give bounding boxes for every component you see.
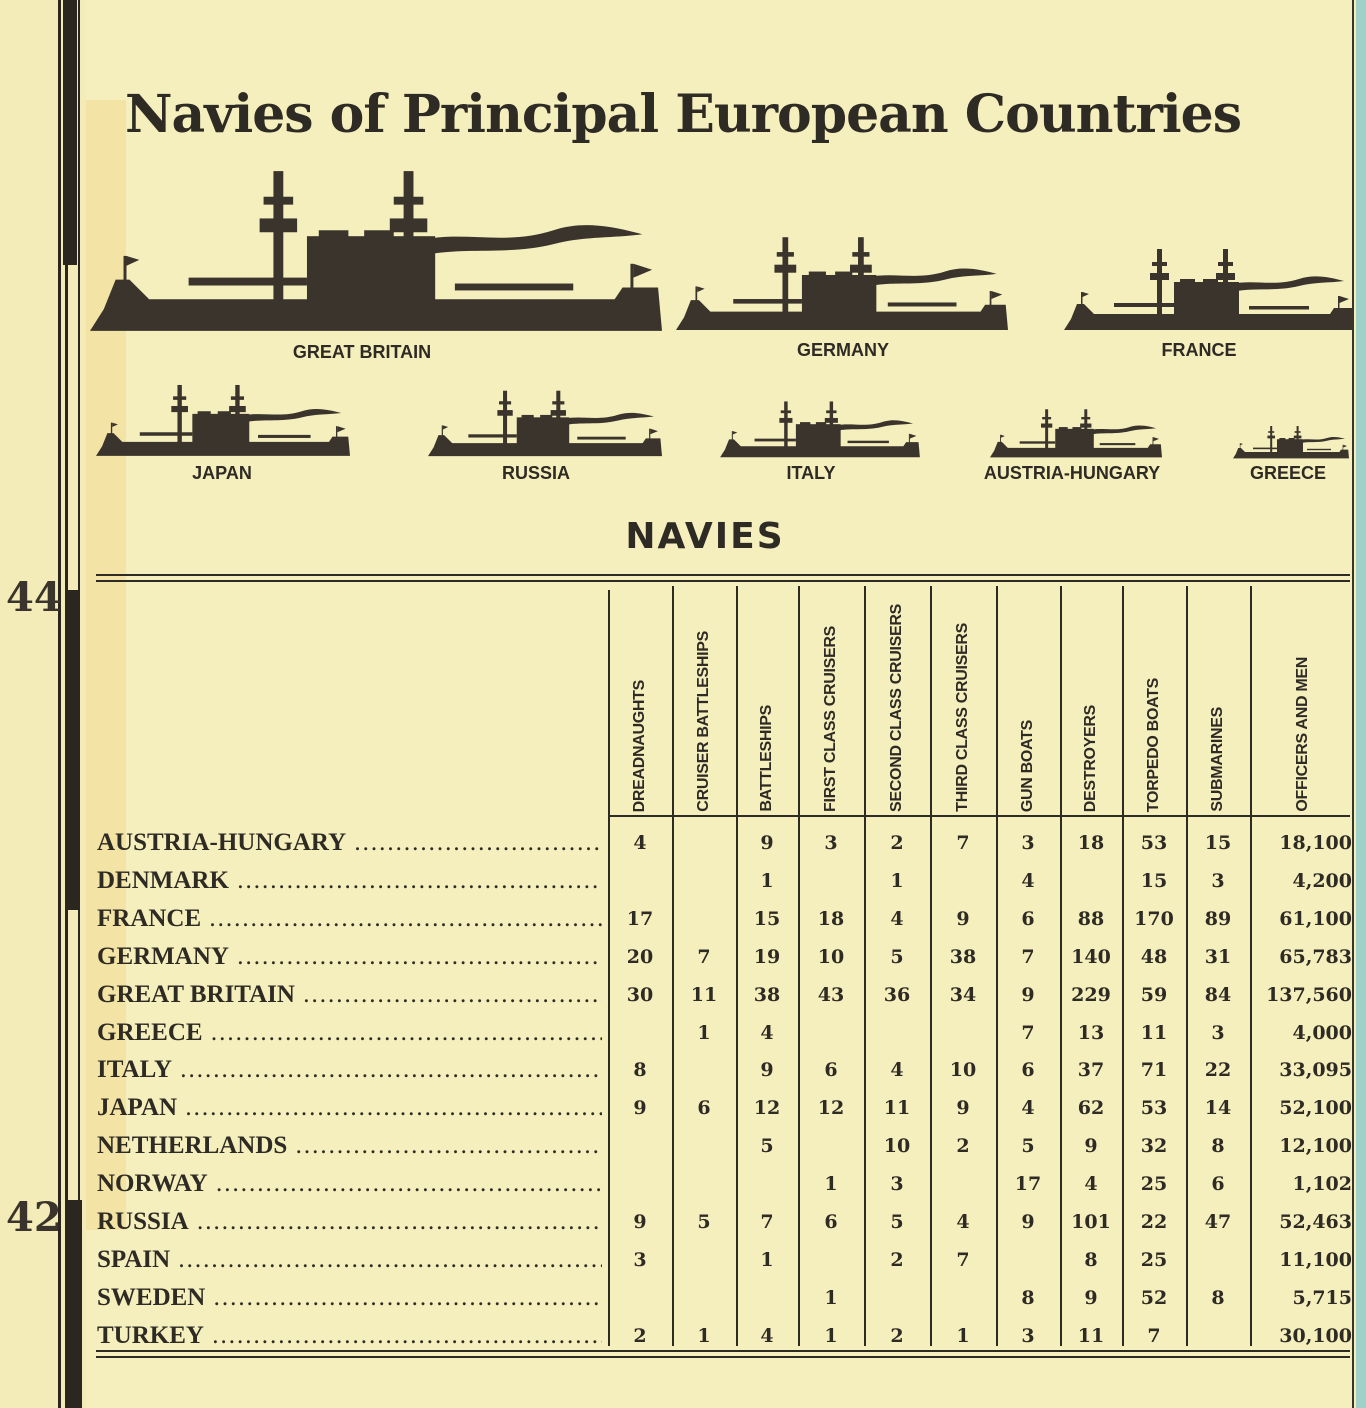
table-cell xyxy=(930,862,996,900)
label-russia: RUSSIA xyxy=(501,463,571,483)
table-cell xyxy=(930,1165,996,1203)
column-header-label: FIRST CLASS CRUISERS xyxy=(822,625,839,812)
table-cell: 48 xyxy=(1140,945,1168,968)
table-cell: 34 xyxy=(949,983,977,1006)
column-header-label: GUN BOATS xyxy=(1019,719,1036,812)
table-row xyxy=(0,938,1366,976)
table-row xyxy=(0,1241,1366,1279)
table-cell: 3 xyxy=(633,1248,647,1271)
column-header xyxy=(736,600,798,812)
table-cell: 52,100 xyxy=(1279,1097,1352,1120)
label-austria-hungary: AUSTRIA-HUNGARY xyxy=(983,463,1161,483)
table-cell: 4 xyxy=(890,907,904,930)
table-cell: 36 xyxy=(883,983,911,1006)
column-header xyxy=(864,600,930,812)
table-cell: 3 xyxy=(1211,1021,1225,1044)
table-cell: 3 xyxy=(890,1173,904,1196)
table-cell: 6 xyxy=(1021,907,1035,930)
table-cell xyxy=(996,1241,1060,1279)
table-cell: 31 xyxy=(1204,945,1232,968)
table-cell: 52,463 xyxy=(1279,1211,1352,1233)
table-cell xyxy=(736,1165,798,1203)
table-cell: 33,095 xyxy=(1279,1059,1352,1082)
column-header-label: THIRD CLASS CRUISERS xyxy=(954,623,971,812)
table-cell: 10 xyxy=(817,945,845,968)
label-germany: GERMANY xyxy=(796,340,890,360)
table-top-rule xyxy=(96,580,1350,582)
table-cell: 8 xyxy=(1021,1286,1035,1309)
table-top-rule xyxy=(96,574,1350,576)
table-cell: 12 xyxy=(817,1097,845,1120)
ship-germany xyxy=(676,237,1008,330)
table-cell: 18 xyxy=(817,907,845,930)
table-cell: 8 xyxy=(1211,1286,1225,1309)
country-name: JAPAN ..... xyxy=(97,1089,602,1127)
column-header-label: SECOND CLASS CRUISERS xyxy=(888,604,905,812)
table-cell xyxy=(672,1279,736,1317)
table-cell: 84 xyxy=(1204,983,1232,1006)
table-cell: 6 xyxy=(824,1059,838,1082)
table-cell: 17 xyxy=(1014,1173,1042,1196)
table-cell: 5 xyxy=(890,1211,904,1233)
table-cell: 9 xyxy=(633,1097,647,1120)
table-cell: 7 xyxy=(1021,1021,1035,1044)
table-cell: 3 xyxy=(824,832,838,854)
table-cell: 1 xyxy=(824,1324,838,1347)
table-cell: 4 xyxy=(956,1211,970,1233)
country-name: GREAT BRITAIN ..... xyxy=(97,976,602,1014)
table-cell: 7 xyxy=(956,1248,970,1271)
table-cell xyxy=(930,1279,996,1317)
table-row xyxy=(0,900,1366,938)
table-cell: 4 xyxy=(1021,1097,1035,1120)
table-cell: 4,000 xyxy=(1292,1021,1352,1044)
table-cell: 140 xyxy=(1071,945,1111,968)
table-cell: 12 xyxy=(753,1097,781,1120)
column-header-label: DESTROYERS xyxy=(1082,704,1099,812)
table-cell: 101 xyxy=(1071,1211,1111,1233)
country-name: FRANCE ..... xyxy=(97,900,602,938)
country-name: TURKEY ..... xyxy=(97,1317,602,1355)
column-header xyxy=(1060,600,1122,812)
table-cell xyxy=(608,862,672,900)
table-cell: 1 xyxy=(956,1324,970,1347)
table-cell: 15 xyxy=(1140,869,1168,892)
table-cell xyxy=(608,1127,672,1165)
table-cell: 4 xyxy=(890,1059,904,1082)
table-cell xyxy=(798,1127,864,1165)
column-header xyxy=(996,600,1060,812)
table-cell: 62 xyxy=(1077,1097,1105,1120)
table-cell: 3 xyxy=(1021,1324,1035,1347)
table-cell: 10 xyxy=(883,1135,911,1158)
column-header-label: TORPEDO BOATS xyxy=(1145,677,1162,812)
country-name: SWEDEN ..... xyxy=(97,1279,602,1317)
table-cell: 11 xyxy=(1140,1021,1168,1044)
table-cell xyxy=(672,824,736,862)
table-cell xyxy=(736,1279,798,1317)
column-header-label: DREADNAUGHTS xyxy=(631,679,648,812)
country-name: ITALY ..... xyxy=(97,1051,602,1089)
table-cell: 52 xyxy=(1140,1286,1168,1309)
ship-france xyxy=(1064,249,1354,330)
table-cell: 5 xyxy=(697,1211,711,1233)
table-cell xyxy=(672,900,736,938)
table-cell: 53 xyxy=(1140,832,1168,854)
table-cell xyxy=(798,1014,864,1052)
table-cell: 1 xyxy=(824,1173,838,1196)
table-cell: 4 xyxy=(1021,869,1035,892)
table-cell xyxy=(672,1165,736,1203)
column-header-label: SUBMARINES xyxy=(1209,707,1226,812)
table-cell: 61,100 xyxy=(1279,907,1352,930)
table-cell: 38 xyxy=(753,983,781,1006)
table-cell xyxy=(608,1165,672,1203)
table-cell: 2 xyxy=(890,1248,904,1271)
table-cell: 2 xyxy=(633,1324,647,1347)
table-cell: 4 xyxy=(760,1021,774,1044)
table-cell: 88 xyxy=(1077,907,1105,930)
column-header-label: BATTLESHIPS xyxy=(758,705,775,812)
table-cell: 8 xyxy=(633,1059,647,1082)
table-cell: 1,102 xyxy=(1292,1173,1352,1196)
label-greece: GREECE xyxy=(1249,463,1327,483)
ship-italy xyxy=(720,401,920,457)
table-cell: 7 xyxy=(1021,945,1035,968)
table-cell: 9 xyxy=(633,1211,647,1233)
table-cell: 59 xyxy=(1140,983,1168,1006)
table-cell: 2 xyxy=(956,1135,970,1158)
table-cell: 8 xyxy=(1211,1135,1225,1158)
country-name: GREECE ..... xyxy=(97,1014,602,1052)
page-title: Navies of Principal European Countries xyxy=(125,84,1241,145)
table-cell xyxy=(798,1241,864,1279)
table-cell: 5,715 xyxy=(1292,1286,1352,1309)
table-row xyxy=(0,1089,1366,1127)
table-cell: 30 xyxy=(626,983,654,1006)
table-cell: 25 xyxy=(1140,1248,1168,1271)
column-header xyxy=(1122,600,1186,812)
table-cell: 5 xyxy=(1021,1135,1035,1158)
table-cell xyxy=(608,1014,672,1052)
table-row xyxy=(0,862,1366,900)
table-cell: 137,560 xyxy=(1266,983,1352,1006)
table-cell: 1 xyxy=(697,1324,711,1347)
table-cell: 15 xyxy=(1204,832,1232,854)
table-cell xyxy=(1186,1317,1250,1355)
table-cell: 11 xyxy=(1077,1324,1105,1347)
table-cell xyxy=(864,1014,930,1052)
column-header xyxy=(930,600,996,812)
table-cell: 20 xyxy=(626,945,654,968)
table-cell: 37 xyxy=(1077,1059,1105,1082)
table-cell: 1 xyxy=(697,1021,711,1044)
table-row xyxy=(0,1279,1366,1317)
table-cell: 6 xyxy=(1021,1059,1035,1082)
country-name: GERMANY ..... xyxy=(97,938,602,976)
ship-japan xyxy=(96,385,350,456)
table-cell: 22 xyxy=(1140,1211,1168,1233)
column-header-label: OFFICERS AND MEN xyxy=(1294,657,1311,812)
table-cell xyxy=(798,862,864,900)
table-cell: 47 xyxy=(1204,1211,1232,1233)
country-name: SPAIN ..... xyxy=(97,1241,602,1279)
label-japan: JAPAN xyxy=(192,463,252,483)
column-header-label: CRUISER BATTLESHIPS xyxy=(695,631,712,812)
country-name: NETHERLANDS ..... xyxy=(97,1127,602,1165)
margin-number-42: 42 xyxy=(6,1194,62,1241)
table-row xyxy=(0,1014,1366,1052)
table-cell: 9 xyxy=(1084,1135,1098,1158)
table-cell: 38 xyxy=(949,945,977,968)
table-cell: 9 xyxy=(760,832,774,854)
ship-silhouettes xyxy=(0,0,1366,470)
ship-russia xyxy=(428,391,662,456)
country-name: AUSTRIA-HUNGARY ..... xyxy=(97,824,602,862)
ship-greece xyxy=(1233,426,1349,458)
table-cell: 1 xyxy=(824,1286,838,1309)
table-cell: 7 xyxy=(1147,1324,1161,1347)
table-cell xyxy=(672,1051,736,1089)
table-cell xyxy=(864,1279,930,1317)
table-cell xyxy=(672,1127,736,1165)
table-cell xyxy=(672,1241,736,1279)
table-cell: 25 xyxy=(1140,1173,1168,1196)
table-cell: 2 xyxy=(890,832,904,854)
table-cell: 13 xyxy=(1077,1021,1105,1044)
table-cell xyxy=(1186,1241,1250,1279)
table-cell: 1 xyxy=(890,869,904,892)
ship-great-britain xyxy=(90,171,662,331)
table-cell: 229 xyxy=(1071,983,1111,1006)
table-cell: 43 xyxy=(817,983,845,1006)
table-cell: 32 xyxy=(1140,1135,1168,1158)
table-cell: 4 xyxy=(760,1324,774,1347)
table-cell: 18,100 xyxy=(1279,832,1352,854)
table-cell: 9 xyxy=(1021,1211,1035,1233)
table-cell: 30,100 xyxy=(1279,1324,1352,1347)
ship-austria-hungary xyxy=(990,409,1162,457)
table-cell: 2 xyxy=(890,1324,904,1347)
table-cell: 5 xyxy=(890,945,904,968)
table-cell: 10 xyxy=(949,1059,977,1082)
table-cell: 9 xyxy=(956,1097,970,1120)
table-cell: 71 xyxy=(1140,1059,1168,1082)
table-cell: 9 xyxy=(760,1059,774,1082)
table-cell: 8 xyxy=(1084,1248,1098,1271)
column-header xyxy=(672,600,736,812)
column-header xyxy=(1186,600,1250,812)
table-row xyxy=(0,976,1366,1014)
country-name: NORWAY ..... xyxy=(97,1165,602,1203)
table-cell xyxy=(608,1279,672,1317)
table-cell: 18 xyxy=(1077,832,1105,854)
table-row xyxy=(0,1317,1366,1355)
label-france: FRANCE xyxy=(1161,340,1237,360)
table-cell: 7 xyxy=(760,1211,774,1233)
table-cell: 170 xyxy=(1134,907,1174,930)
table-cell: 9 xyxy=(956,907,970,930)
table-row xyxy=(0,1165,1366,1203)
table-cell xyxy=(672,862,736,900)
table-cell: 3 xyxy=(1211,869,1225,892)
table-cell: 6 xyxy=(824,1211,838,1233)
table-cell: 4,200 xyxy=(1292,869,1352,892)
table-row xyxy=(0,1127,1366,1165)
table-row xyxy=(0,1051,1366,1089)
table-cell: 1 xyxy=(760,1248,774,1271)
table-cell: 7 xyxy=(956,832,970,854)
table-cell: 12,100 xyxy=(1279,1135,1352,1158)
table-cell: 15 xyxy=(753,907,781,930)
table-cell: 4 xyxy=(633,832,647,854)
table-cell: 22 xyxy=(1204,1059,1232,1082)
label-great-britain: GREAT BRITAIN xyxy=(292,342,432,362)
margin-number-44: 44 xyxy=(6,574,62,621)
table-cell: 9 xyxy=(1084,1286,1098,1309)
table-bottom-rule xyxy=(96,1356,1350,1358)
column-header xyxy=(798,600,864,812)
table-heading: NAVIES xyxy=(625,516,785,557)
table-cell: 7 xyxy=(697,945,711,968)
table-cell: 6 xyxy=(1211,1173,1225,1196)
table-cell: 1 xyxy=(760,869,774,892)
table-cell: 14 xyxy=(1204,1097,1232,1120)
table-cell xyxy=(1060,862,1122,900)
table-cell: 3 xyxy=(1021,832,1035,854)
country-name: RUSSIA ..... xyxy=(97,1203,602,1241)
column-header xyxy=(1250,600,1356,812)
table-cell: 89 xyxy=(1204,907,1232,930)
table-cell: 11 xyxy=(690,983,718,1006)
table-cell: 53 xyxy=(1140,1097,1168,1120)
table-cell: 19 xyxy=(753,945,781,968)
table-cell: 5 xyxy=(760,1135,774,1158)
column-header xyxy=(608,600,672,812)
table-cell: 4 xyxy=(1084,1173,1098,1196)
table-cell: 65,783 xyxy=(1279,945,1352,968)
label-italy: ITALY xyxy=(786,463,836,483)
table-cell: 6 xyxy=(697,1097,711,1120)
table-row xyxy=(0,824,1366,862)
header-bottom-rule xyxy=(608,815,1350,817)
country-name: DENMARK ..... xyxy=(97,862,602,900)
table-cell: 17 xyxy=(626,907,654,930)
table-cell: 11 xyxy=(883,1097,911,1120)
table-cell: 11,100 xyxy=(1279,1248,1352,1271)
table-cell xyxy=(930,1014,996,1052)
table-row xyxy=(0,1203,1366,1241)
table-cell: 9 xyxy=(1021,983,1035,1006)
